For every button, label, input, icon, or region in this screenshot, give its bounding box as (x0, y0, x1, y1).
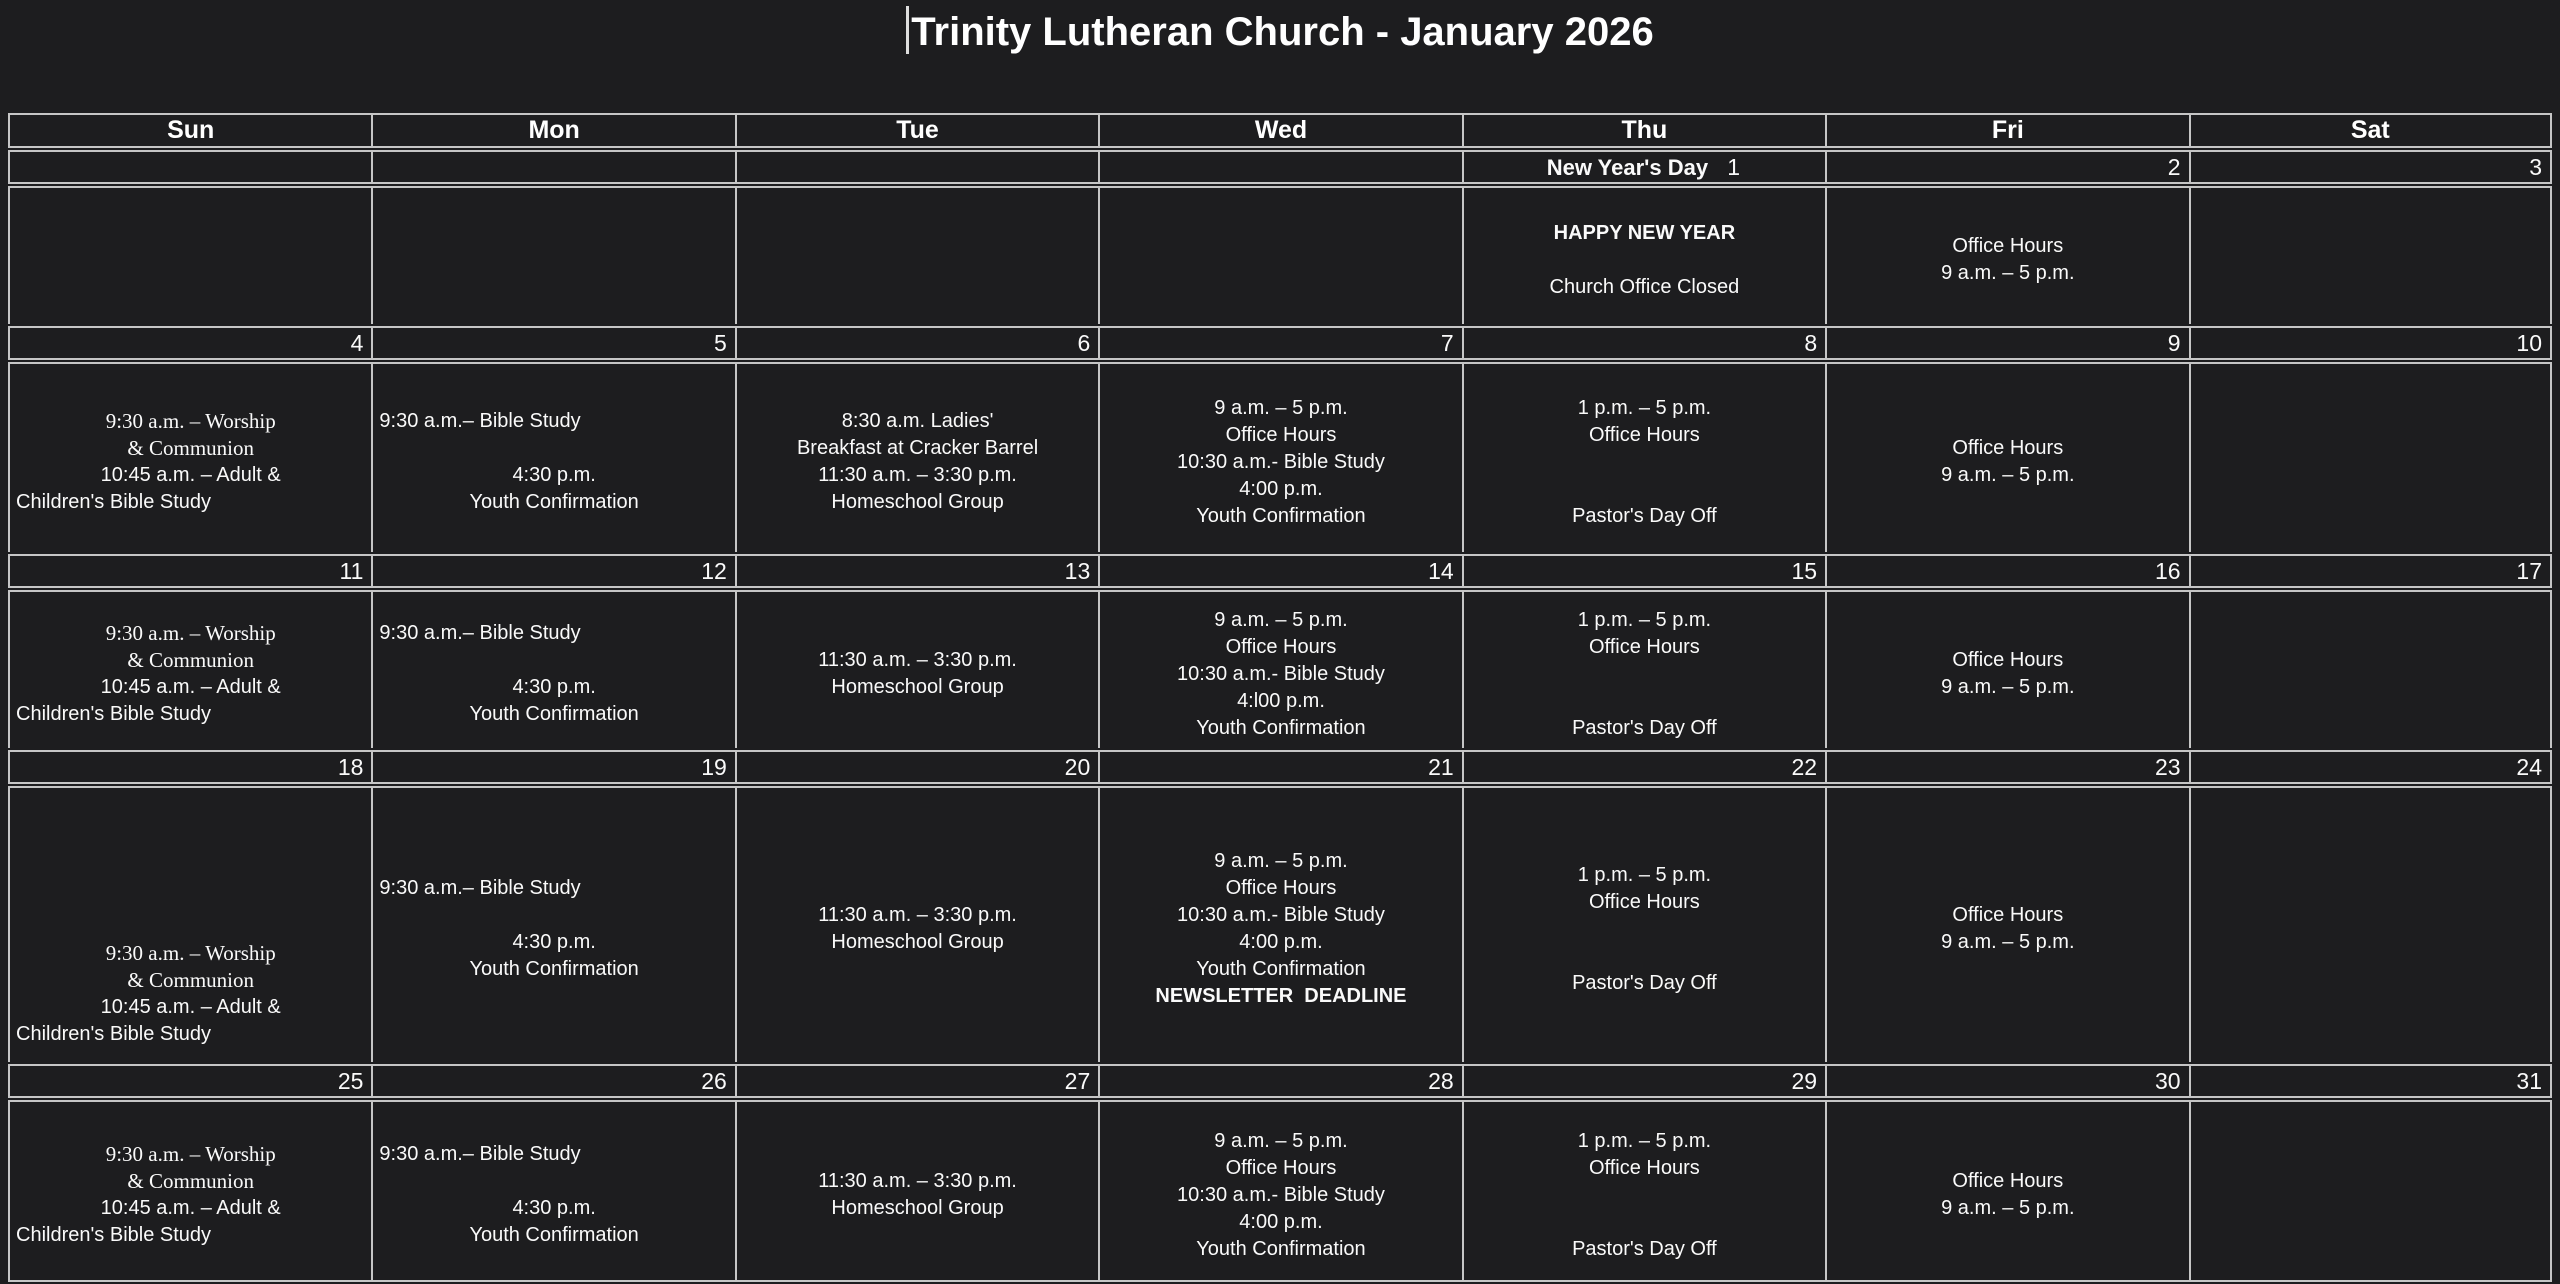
events-cell-empty[interactable] (2189, 1100, 2552, 1282)
event-line: Office Hours (1952, 649, 2064, 671)
event-line: Pastor's Day Off (1572, 716, 1717, 739)
weekday-header-thu: Thu (1462, 113, 1825, 148)
date-number-row (8, 750, 2552, 784)
week-events-row (8, 786, 2552, 1062)
events-cell-empty[interactable] (371, 186, 734, 324)
date-cell-2[interactable]: 2 (1825, 150, 2188, 184)
event-line: 9:30 a.m. – Worship (105, 621, 276, 645)
event-line: NEWSLETTER DEADLINE (1155, 985, 1407, 1007)
event-line: 9 a.m. – 5 p.m. (1941, 1197, 2075, 1219)
event-line: Youth Confirmation (1196, 1237, 1366, 1260)
event-line: 9 a.m. – 5 p.m. (1214, 608, 1348, 631)
events-cell-15[interactable] (1462, 590, 1825, 748)
event-line: 9:30 a.m. – Worship (105, 409, 276, 433)
date-cell-4[interactable]: 4 (8, 326, 371, 360)
events-cell-5[interactable] (371, 362, 734, 552)
event-line: 10:30 a.m.- Bible Study (1177, 1183, 1385, 1206)
date-cell-11[interactable]: 11 (8, 554, 371, 588)
events-cell-1[interactable] (1462, 186, 1825, 324)
events-cell-26[interactable] (371, 1100, 734, 1282)
weekday-header-tue: Tue (735, 113, 1098, 148)
calendar-body (8, 150, 2552, 1282)
text-cursor (906, 6, 909, 54)
event-line: Homeschool Group (831, 676, 1004, 698)
events-cell-29[interactable] (1462, 1100, 1825, 1282)
weekday-header-sat: Sat (2189, 113, 2552, 148)
date-cell-9[interactable]: 9 (1825, 326, 2188, 360)
event-line: 4:00 p.m. (1239, 931, 1323, 953)
event-line: 10:45 a.m. – Adult & (100, 464, 281, 486)
date-cell-5[interactable]: 5 (371, 326, 734, 360)
event-line (1470, 247, 1819, 274)
events-cell-22[interactable] (1462, 786, 1825, 1062)
event-line: 9:30 a.m.– Bible Study (379, 877, 581, 899)
events-cell-empty[interactable] (2189, 590, 2552, 748)
event-line: Pastor's Day Off (1572, 971, 1717, 994)
date-cell-empty[interactable] (371, 150, 734, 184)
event-line: 10:30 a.m.- Bible Study (1177, 662, 1385, 685)
event-line: & Communion (127, 648, 255, 672)
event-line: Office Hours (1589, 890, 1700, 913)
date-cell-24[interactable]: 24 (2189, 750, 2552, 784)
weekday-header-row (8, 113, 2552, 148)
event-line (1470, 449, 1819, 476)
date-cell-28[interactable]: 28 (1098, 1064, 1461, 1098)
events-cell-2[interactable] (1825, 186, 2188, 324)
date-number-row (8, 150, 2552, 184)
event-line: 4:30 p.m. (512, 931, 596, 953)
week-events-row (8, 1100, 2552, 1282)
events-cell-28[interactable] (1098, 1100, 1461, 1282)
events-cell-19[interactable] (371, 786, 734, 1062)
event-line: 10:30 a.m.- Bible Study (1177, 904, 1385, 926)
date-cell-empty[interactable] (8, 150, 371, 184)
event-line: 9:30 a.m.– Bible Study (379, 410, 581, 432)
event-line: 9 a.m. – 5 p.m. (1941, 464, 2075, 486)
event-line: Youth Confirmation (1196, 504, 1366, 527)
date-cell-25[interactable]: 25 (8, 1064, 371, 1098)
event-line: 11:30 a.m. – 3:30 p.m. (818, 904, 1017, 926)
date-cell-7[interactable]: 7 (1098, 326, 1461, 360)
events-cell-8[interactable] (1462, 362, 1825, 552)
event-line: HAPPY NEW YEAR (1553, 221, 1736, 244)
date-cell-19[interactable]: 19 (371, 750, 734, 784)
date-cell-18[interactable]: 18 (8, 750, 371, 784)
event-line: Homeschool Group (831, 491, 1004, 513)
date-cell-15[interactable]: 15 (1462, 554, 1825, 588)
date-cell-27[interactable]: 27 (735, 1064, 1098, 1098)
event-line (1470, 1182, 1819, 1209)
events-cell-6[interactable] (735, 362, 1098, 552)
event-line (1470, 916, 1819, 943)
events-cell-9[interactable] (1825, 362, 2188, 552)
events-cell-11[interactable] (8, 590, 371, 748)
event-line: Pastor's Day Off (1572, 504, 1717, 527)
event-line: 9:30 a.m.– Bible Study (379, 1143, 581, 1165)
event-line: 11:30 a.m. – 3:30 p.m. (818, 464, 1017, 486)
event-line: 1 p.m. – 5 p.m. (1577, 863, 1712, 886)
date-cell-26[interactable]: 26 (371, 1064, 734, 1098)
event-line: Children's Bible Study (16, 1224, 212, 1246)
events-cell-27[interactable] (735, 1100, 1098, 1282)
event-line (1470, 661, 1819, 688)
events-cell-empty[interactable] (8, 186, 371, 324)
events-cell-7[interactable] (1098, 362, 1461, 552)
holiday-label: New Year's Day (1546, 154, 1709, 180)
event-line: 9 a.m. – 5 p.m. (1214, 396, 1348, 419)
event-line: 11:30 a.m. – 3:30 p.m. (818, 649, 1017, 671)
calendar-table (8, 111, 2552, 1284)
event-line: & Communion (127, 968, 255, 992)
title-bar (0, 6, 2560, 54)
event-line: 9:30 a.m. – Worship (105, 1142, 276, 1166)
event-line: Youth Confirmation (469, 491, 639, 513)
weekday-header-wed: Wed (1098, 113, 1461, 148)
event-line: 9 a.m. – 5 p.m. (1214, 1129, 1348, 1152)
events-cell-empty[interactable] (2189, 362, 2552, 552)
event-line (379, 435, 728, 462)
event-line: 9:30 a.m.– Bible Study (379, 622, 581, 644)
event-line (1470, 943, 1819, 970)
event-line: 9 a.m. – 5 p.m. (1214, 850, 1348, 872)
date-cell-3[interactable]: 3 (2189, 150, 2552, 184)
event-line: 4:00 p.m. (1239, 1210, 1323, 1233)
event-line: 10:45 a.m. – Adult & (100, 1197, 281, 1219)
event-line: Children's Bible Study (16, 703, 212, 725)
event-line: Youth Confirmation (469, 958, 639, 980)
week-events-row (8, 362, 2552, 552)
week-events-row (8, 590, 2552, 748)
event-line: Youth Confirmation (469, 703, 639, 725)
events-cell-empty[interactable] (2189, 186, 2552, 324)
event-line (1470, 688, 1819, 715)
event-line: 1 p.m. – 5 p.m. (1577, 396, 1712, 419)
event-line: 1 p.m. – 5 p.m. (1577, 1129, 1712, 1152)
event-line: 9:30 a.m. – Worship (105, 941, 276, 965)
event-line: 4:30 p.m. (512, 676, 596, 698)
date-cell-29[interactable]: 29 (1462, 1064, 1825, 1098)
week-events-row (8, 186, 2552, 324)
event-line: Pastor's Day Off (1572, 1237, 1717, 1260)
event-line: 1 p.m. – 5 p.m. (1577, 608, 1712, 631)
event-line: 8:30 a.m. Ladies' (841, 410, 994, 432)
date-cell-13[interactable]: 13 (735, 554, 1098, 588)
event-line: Children's Bible Study (16, 1023, 212, 1045)
event-line: Office Hours (1952, 1170, 2064, 1192)
event-line: 4:l00 p.m. (1237, 689, 1325, 712)
events-cell-14[interactable] (1098, 590, 1461, 748)
events-cell-21[interactable] (1098, 786, 1461, 1062)
date-cell-20[interactable]: 20 (735, 750, 1098, 784)
date-cell-22[interactable]: 22 (1462, 750, 1825, 784)
date-cell-1[interactable]: New Year's Day 1 (1462, 150, 1825, 184)
events-cell-18[interactable] (8, 786, 371, 1062)
weekday-header-sun: Sun (8, 113, 371, 148)
date-cell-12[interactable]: 12 (371, 554, 734, 588)
date-cell-23[interactable]: 23 (1825, 750, 2188, 784)
event-line: 4:30 p.m. (512, 1197, 596, 1219)
date-cell-8[interactable]: 8 (1462, 326, 1825, 360)
event-line: Breakfast at Cracker Barrel (796, 437, 1039, 459)
date-cell-21[interactable]: 21 (1098, 750, 1461, 784)
event-line: Office Hours (1225, 635, 1337, 658)
event-line: Office Hours (1225, 877, 1337, 899)
event-line: Office Hours (1952, 235, 2064, 257)
weekday-header-mon: Mon (371, 113, 734, 148)
date-number-row (8, 326, 2552, 360)
event-line: Office Hours (1952, 437, 2064, 459)
date-cell-30[interactable]: 30 (1825, 1064, 2188, 1098)
event-line (1470, 476, 1819, 503)
events-cell-12[interactable] (371, 590, 734, 748)
event-line: Office Hours (1952, 904, 2064, 926)
event-line (379, 902, 728, 929)
events-cell-empty[interactable] (1098, 186, 1461, 324)
event-line: 9 a.m. – 5 p.m. (1941, 262, 2075, 284)
event-line: Office Hours (1225, 423, 1337, 446)
date-cell-10[interactable]: 10 (2189, 326, 2552, 360)
events-cell-empty[interactable] (2189, 786, 2552, 1062)
document-title[interactable]: Trinity Lutheran Church - January 2026 (911, 10, 1654, 54)
event-line: Youth Confirmation (469, 1224, 639, 1246)
events-cell-25[interactable] (8, 1100, 371, 1282)
event-line: Office Hours (1589, 1156, 1700, 1179)
event-line: Youth Confirmation (1196, 716, 1366, 739)
date-cell-14[interactable]: 14 (1098, 554, 1461, 588)
events-cell-empty[interactable] (735, 186, 1098, 324)
event-line: 10:30 a.m.- Bible Study (1177, 450, 1385, 473)
event-line (379, 647, 728, 674)
date-cell-16[interactable]: 16 (1825, 554, 2188, 588)
event-line: 4:30 p.m. (512, 464, 596, 486)
event-line: 9 a.m. – 5 p.m. (1941, 931, 2075, 953)
events-cell-16[interactable] (1825, 590, 2188, 748)
event-line: Children's Bible Study (16, 491, 212, 513)
event-line (379, 1168, 728, 1195)
event-line (1470, 1209, 1819, 1236)
event-line: Office Hours (1589, 423, 1700, 446)
date-cell-empty[interactable] (735, 150, 1098, 184)
event-line: Youth Confirmation (1196, 958, 1366, 980)
event-line: Church Office Closed (1549, 275, 1740, 298)
event-line: & Communion (127, 1169, 255, 1193)
event-line: & Communion (127, 436, 255, 460)
events-cell-23[interactable] (1825, 786, 2188, 1062)
event-line: Office Hours (1225, 1156, 1337, 1179)
events-cell-30[interactable] (1825, 1100, 2188, 1282)
date-cell-6[interactable]: 6 (735, 326, 1098, 360)
date-cell-empty[interactable] (1098, 150, 1461, 184)
date-number-row (8, 554, 2552, 588)
date-number-row (8, 1064, 2552, 1098)
event-line: 9 a.m. – 5 p.m. (1941, 676, 2075, 698)
event-line: 10:45 a.m. – Adult & (100, 996, 281, 1018)
event-line: 4:00 p.m. (1239, 477, 1323, 500)
event-line: Homeschool Group (831, 1197, 1004, 1219)
date-cell-17[interactable]: 17 (2189, 554, 2552, 588)
event-line: 10:45 a.m. – Adult & (100, 676, 281, 698)
events-cell-13[interactable] (735, 590, 1098, 748)
weekday-header-fri: Fri (1825, 113, 2188, 148)
events-cell-20[interactable] (735, 786, 1098, 1062)
event-line: Homeschool Group (831, 931, 1004, 953)
event-line: Office Hours (1589, 635, 1700, 658)
event-line: 11:30 a.m. – 3:30 p.m. (818, 1170, 1017, 1192)
events-cell-4[interactable] (8, 362, 371, 552)
date-cell-31[interactable]: 31 (2189, 1064, 2552, 1098)
